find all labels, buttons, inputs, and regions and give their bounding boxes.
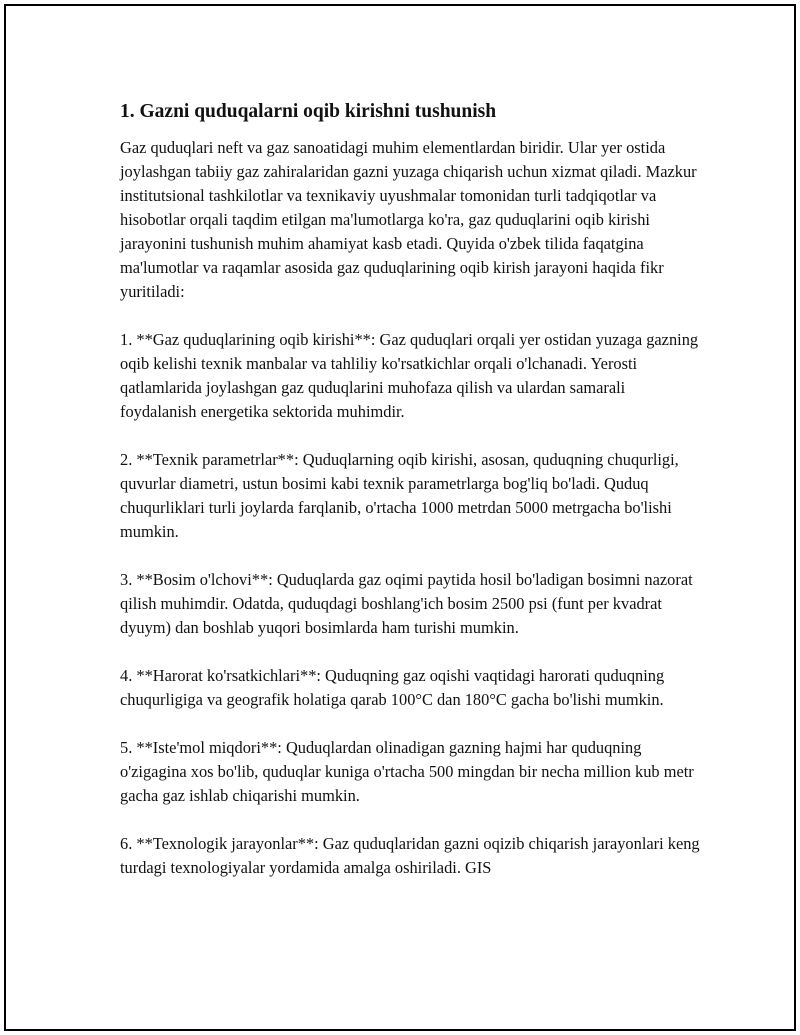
document-page (4, 4, 796, 1031)
section-heading: 1. Gazni quduqalarni oqib kirishni tushunish (120, 101, 497, 122)
paragraph-gas-inflow: 1. **Gaz quduqlarining oqib kirishi**: Gaz quduqlari orqali yer ostidan yuzaga gazning oqib kelishi texnik manbalar va tahliliy ko'rsatkichlar orqali o'lchanadi. Yerosti qatlamlarida joylashgan gaz quduqlarini muhofaza qilish va ulardan samarali foydalanish energetika sektorida muhimdir. (120, 330, 699, 421)
paragraph-technological-processes: 6. **Texnologik jarayonlar**: Gaz quduqlaridan gazni oqizib chiqarish jarayonlari keng turdagi texnologiyalar yordamida amalga oshiriladi. GIS (120, 834, 700, 877)
paragraph-consumption: 5. **Iste'mol miqdori**: Quduqlardan olinadigan gazning hajmi har quduqning o'zigagina xos bo'lib, quduqlar kuniga o'rtacha 500 mingdan bir necha million kub metr gacha gaz ishlab chiqarishi mumkin. (120, 738, 694, 805)
paragraph-pressure-measurement: 3. **Bosim o'lchovi**: Quduqlarda gaz oqimi paytida hosil bo'ladigan bosimni nazorat qilish muhimdir. Odatda, quduqdagi boshlang'ich bosim 2500 psi (funt per kvadrat dyuym) dan boshlab yuqori bosimlarda ham turishi mumkin. (120, 570, 693, 637)
intro-paragraph: Gaz quduqlari neft va gaz sanoatidagi muhim elementlardan biridir. Ular yer ostida joylashgan tabiiy gaz zahiralaridan gazni yuzaga chiqarish uchun xizmat qiladi. Mazkur institutsional tashkilotlar va texnikaviy uyushmalar tomonidan turli tadqiqotlar va hisobotlar orqali taqdim etilgan ma'lumotlarga ko'ra, gaz quduqlarini oqib kirishi jarayonini tushunish muhim ahamiyat kasb etadi. Quyida o'zbek tilida faqatgina ma'lumotlar va raqamlar asosida gaz quduqlarining oqib kirish jarayoni haqida fikr yuritiladi: (120, 138, 697, 301)
document-body (120, 98, 700, 904)
paragraph-technical-parameters: 2. **Texnik parametrlar**: Quduqlarning oqib kirishi, asosan, quduqning chuqurligi, quvurlar diametri, ustun bosimi kabi texnik parametrlarga bog'liq bo'ladi. Quduq chuqurliklari turli joylarda farqlanib, o'rtacha 1000 metrdan 5000 metrgacha bo'lishi mumkin. (120, 450, 679, 541)
paragraph-temperature: 4. **Harorat ko'rsatkichlari**: Quduqning gaz oqishi vaqtidagi harorati quduqning chuqurligiga va geografik holatiga qarab 100°C dan 180°C gacha bo'lishi mumkin. (120, 666, 665, 709)
